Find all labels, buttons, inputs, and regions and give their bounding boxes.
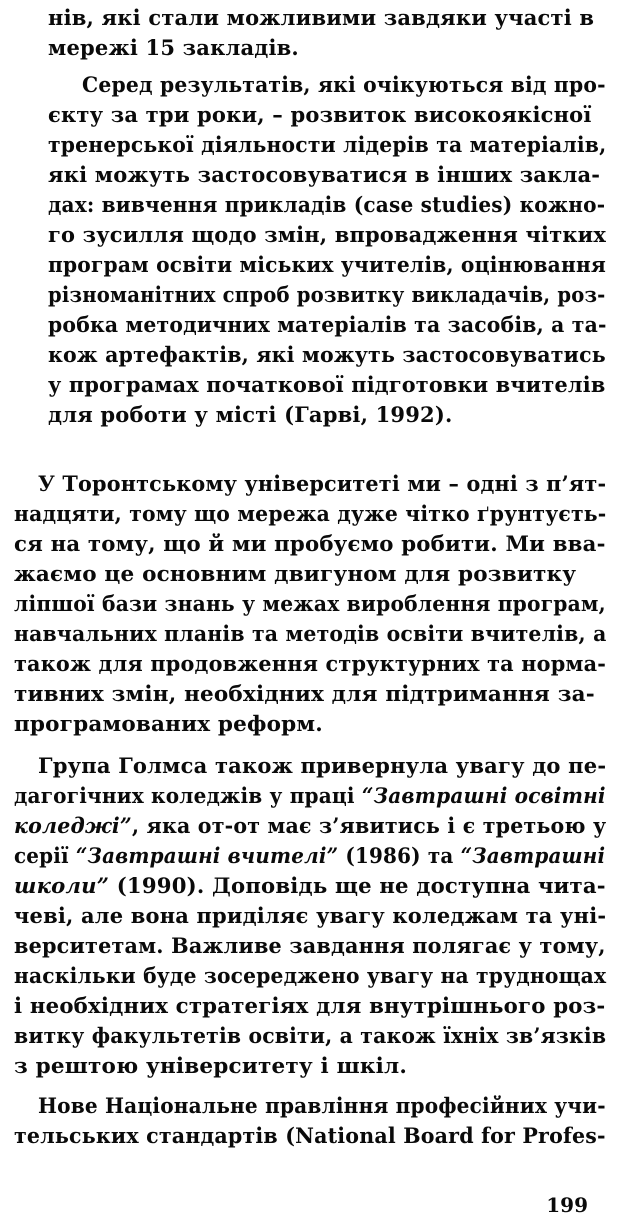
quote-line: нів, які стали можливими завдяки участі в bbox=[48, 5, 595, 30]
quote-line: програм освіти міських учителів, оцінювання bbox=[48, 252, 607, 277]
quote-line: які можуть застосовуватися в інших закла- bbox=[48, 162, 601, 187]
body-line: ліпшої бази знань у межах вироблення програм, bbox=[14, 592, 606, 617]
quote-line: мережі 15 закладів. bbox=[48, 35, 299, 60]
body-line: Група Голмса також привернула увагу до пе- bbox=[38, 754, 607, 779]
body-line: надцяти, тому що мережа дуже чітко ґрунтуєть- bbox=[14, 502, 607, 527]
plain-text: серії bbox=[14, 844, 76, 869]
page-number: 199 bbox=[546, 1193, 588, 1217]
quote-line: єкту за три роки, – розвиток високоякісної bbox=[48, 102, 592, 127]
plain-text: (1986) та bbox=[338, 844, 461, 869]
body-line bbox=[14, 872, 606, 902]
body-line: також для продовження структурних та норма- bbox=[14, 652, 607, 677]
body-line: тельських стандартів (National Board for Profes- bbox=[14, 1124, 606, 1149]
body-line: верситетам. Важливе завдання полягає у тому, bbox=[14, 934, 606, 959]
italic-title: школи” bbox=[14, 874, 110, 899]
quote-line: тренерської діяльности лідерів та матеріалів, bbox=[48, 132, 607, 157]
body-line: Нове Національне правління професійних учи- bbox=[38, 1094, 606, 1119]
quote-line: кож артефактів, які можуть застосовуватись bbox=[48, 342, 606, 367]
italic-title: “Завтрашні освітні bbox=[361, 784, 606, 809]
body-line: програмованих реформ. bbox=[14, 712, 323, 737]
italic-title: “Завтрашні вчителі” bbox=[75, 844, 339, 869]
plain-text: (1990). Доповідь ще не доступна чита- bbox=[109, 874, 606, 899]
quote-line: Серед результатів, які очікуються від про- bbox=[82, 72, 606, 97]
quote-line: різноманітних спроб розвитку викладачів, роз- bbox=[48, 282, 606, 307]
body-line: чеві, але вона приділяє увагу коледжам та уні- bbox=[14, 904, 607, 929]
italic-title: коледжі” bbox=[14, 814, 132, 839]
body-line bbox=[14, 812, 606, 842]
body-line: ся на тому, що й ми пробуємо робити. Ми вва- bbox=[14, 532, 606, 557]
body-line: витку факультетів освіти, а також їхніх зв’язків bbox=[14, 1024, 607, 1049]
body-line bbox=[14, 782, 606, 812]
body-line: жаємо це основним двигуном для розвитку bbox=[14, 562, 577, 587]
plain-text: , яка от-от має з’явитись і є третьою у bbox=[131, 814, 607, 839]
italic-title: “Завтрашні bbox=[460, 844, 606, 869]
body-line: наскільки буде зосереджено увагу на труднощах bbox=[14, 964, 607, 989]
body-line: У Торонтському університеті ми – одні з п’ят- bbox=[38, 472, 607, 497]
plain-text: дагогічних коледжів у праці bbox=[14, 784, 362, 809]
body-line: і необхідних стратегіях для внутрішнього роз- bbox=[14, 994, 606, 1019]
quote-line: для роботи у місті (Гарві, 1992). bbox=[48, 402, 453, 427]
body-line: тивних змін, необхідних для підтримання за- bbox=[14, 682, 595, 707]
quote-line: робка методичних матеріалів та засобів, а та- bbox=[48, 312, 607, 337]
body-line: з рештою університету і шкіл. bbox=[14, 1054, 408, 1079]
quote-line: у програмах початкової підготовки вчителів bbox=[48, 372, 606, 397]
quote-line: дах: вивчення прикладів (case studies) кожно- bbox=[48, 192, 606, 217]
quote-line: го зусилля щодо змін, впровадження чітких bbox=[48, 222, 607, 247]
body-line: навчальних планів та методів освіти вчителів, а bbox=[14, 622, 607, 647]
body-line bbox=[14, 842, 605, 872]
